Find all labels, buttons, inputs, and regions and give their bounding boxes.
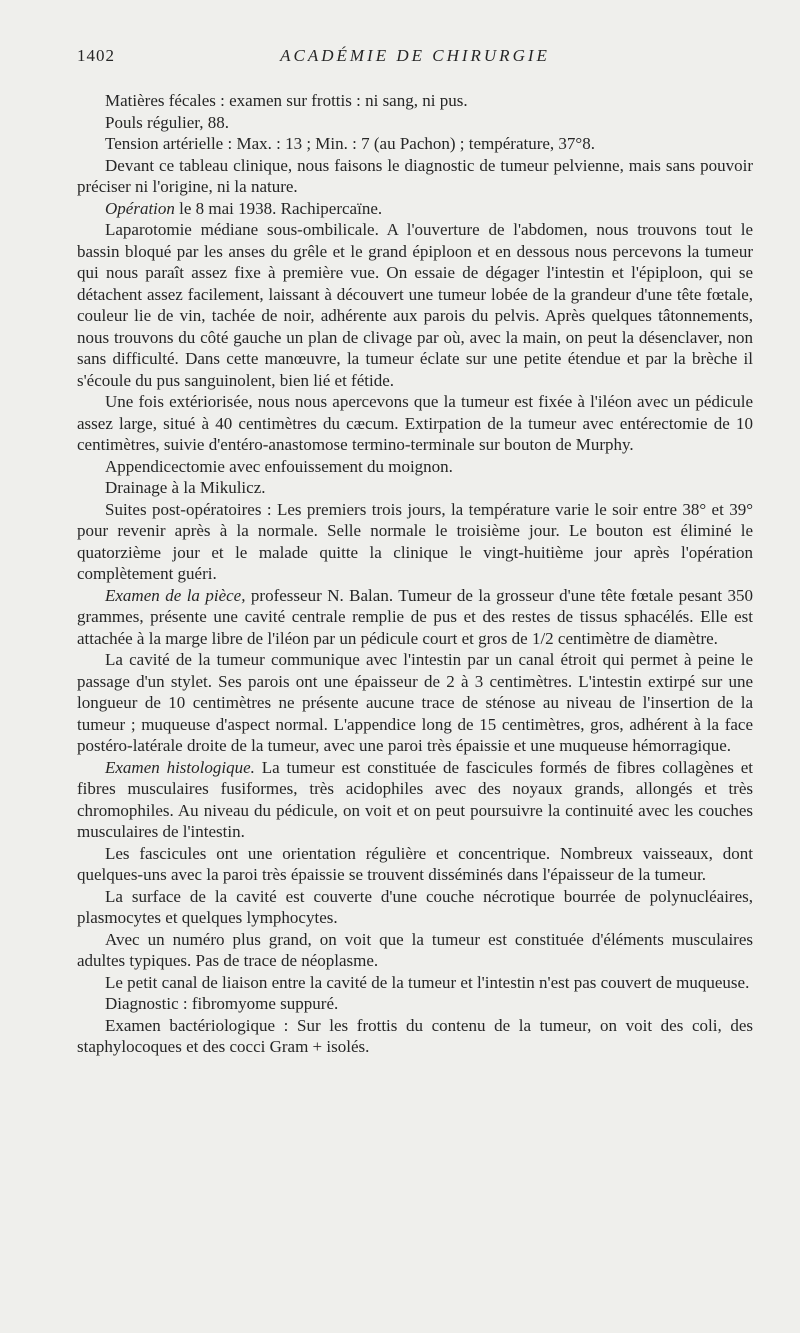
paragraph: Examen bactériologique : Sur les frottis du contenu de la tumeur, on voit des coli, des staphylocoques et des cocci Gram + isolés.	[77, 1015, 753, 1056]
page-header	[77, 46, 753, 70]
paragraph: Drainage à la Mikulicz.	[105, 478, 266, 497]
italic-lead: Examen histologique.	[105, 757, 255, 777]
body-text	[77, 90, 753, 1058]
paragraph: Avec un numéro plus grand, on voit que la tumeur est constituée d'éléments musculaires adultes typiques. Pas de trace de néoplasme.	[77, 929, 753, 970]
paragraph: Examen de la pièce, professeur N. Balan. Tumeur de la grosseur d'une tête fœtale pesant 350 grammes, présente une cavité centrale remplie de pus et des restes de tissus sphacélés. Elle est attachée à la marge libre de l'iléon par un pédicule court et gros de 1/2 centimètre de diamètre.	[77, 585, 753, 648]
paragraph: La cavité de la tumeur communique avec l'intestin par un canal étroit qui permet à peine le passage d'un stylet. Ses parois ont une épaisseur de 2 à 3 centimètres. L'intestin extirpé sur une longueur de 10 centimètres ne présente aucune trace de sténose au niveau de l'insertion de la tumeur ; muqueuse d'aspect normal. L'appendice long de 15 centimètres, gros, adhérent à la face postéro-latérale droite de la tumeur, avec une paroi très épaissie et une muqueuse hémorragique.	[77, 650, 753, 755]
paragraph: Matières fécales : examen sur frottis : ni sang, ni pus.	[105, 91, 468, 110]
page-number: 1402	[77, 46, 115, 65]
paragraph: Diagnostic : fibromyome suppuré.	[105, 994, 339, 1013]
italic-lead: Examen de la pièce,	[105, 585, 246, 605]
paragraph: Laparotomie médiane sous-ombilicale. A l'ouverture de l'abdomen, nous trouvons tout le bassin bloqué par les anses du grêle et le grand épiploon et en dessous nous percevons la tumeur qui nous paraît assez fixe à première vue. On essaie de dégager l'intestin et l'épiploon, qui se détachent assez facilement, laissant à découvert une tumeur lobée de la grandeur d'une tête fœtale, couleur lie de vin, tachée de noir, adhérente aux parois du pelvis. Après quelques tâtonnements, nous trouvons du côté gauche un plan de clivage par où, avec la main, on peut la désenclaver, non sans difficulté. Dans cette manœuvre, la tumeur éclate sur une petite étendue et par la brèche il s'écoule du pus sanguinolent, bien lié et fétide.	[77, 220, 753, 390]
paragraph: Pouls régulier, 88.	[105, 112, 229, 132]
running-title: ACADÉMIE DE CHIRURGIE	[280, 46, 550, 65]
paragraph: Suites post-opératoires : Les premiers trois jours, la température varie le soir entre 38° et 39° pour revenir après à la normale. Selle normale le troisième jour. Le bouton est éliminé le quatorzième jour et le malade quitte la clinique le vingt-huitième jour après l'opération complètement guéri.	[77, 499, 753, 583]
paragraph: La surface de la cavité est couverte d'une couche nécrotique bourrée de polynucléaires, plasmocytes et quelques lymphocytes.	[77, 886, 753, 927]
paragraph: Tension artérielle : Max. : 13 ; Min. : 7 (au Pachon) ; température, 37°8.	[105, 134, 595, 153]
paragraph: Examen histologique. La tumeur est constituée de fascicules formés de fibres collagènes et fibres musculaires fusiformes, très acidophiles avec des noyaux grands, allongés et très chromophiles. Au niveau du pédicule, on voit et on peut poursuivre la continuité avec les couches musculaires de l'intestin.	[77, 757, 753, 841]
paragraph: Les fascicules ont une orientation régulière et concentrique. Nombreux vaisseaux, dont quelques-uns avec la paroi très épaissie se trouvent disséminés dans l'épaisseur de la tumeur.	[77, 843, 753, 884]
paragraph: Une fois extériorisée, nous nous apercevons que la tumeur est fixée à l'iléon avec un pédicule assez large, situé à 40 centimètres du cæcum. Extirpation de la tumeur avec entérectomie de 10 centimètres, suivie d'entéro-anastomose termino-terminale sur bouton de Murphy.	[77, 392, 753, 454]
paragraph: Appendicectomie avec enfouissement du moignon.	[105, 456, 453, 476]
paragraph: Devant ce tableau clinique, nous faisons le diagnostic de tumeur pelvienne, mais sans pouvoir préciser ni l'origine, ni la nature.	[77, 155, 753, 196]
paragraph: Le petit canal de liaison entre la cavité de la tumeur et l'intestin n'est pas couvert de muqueuse.	[105, 972, 750, 992]
italic-lead: Opération	[105, 198, 175, 218]
paragraph: Opération le 8 mai 1938. Rachipercaïne.	[105, 198, 383, 218]
